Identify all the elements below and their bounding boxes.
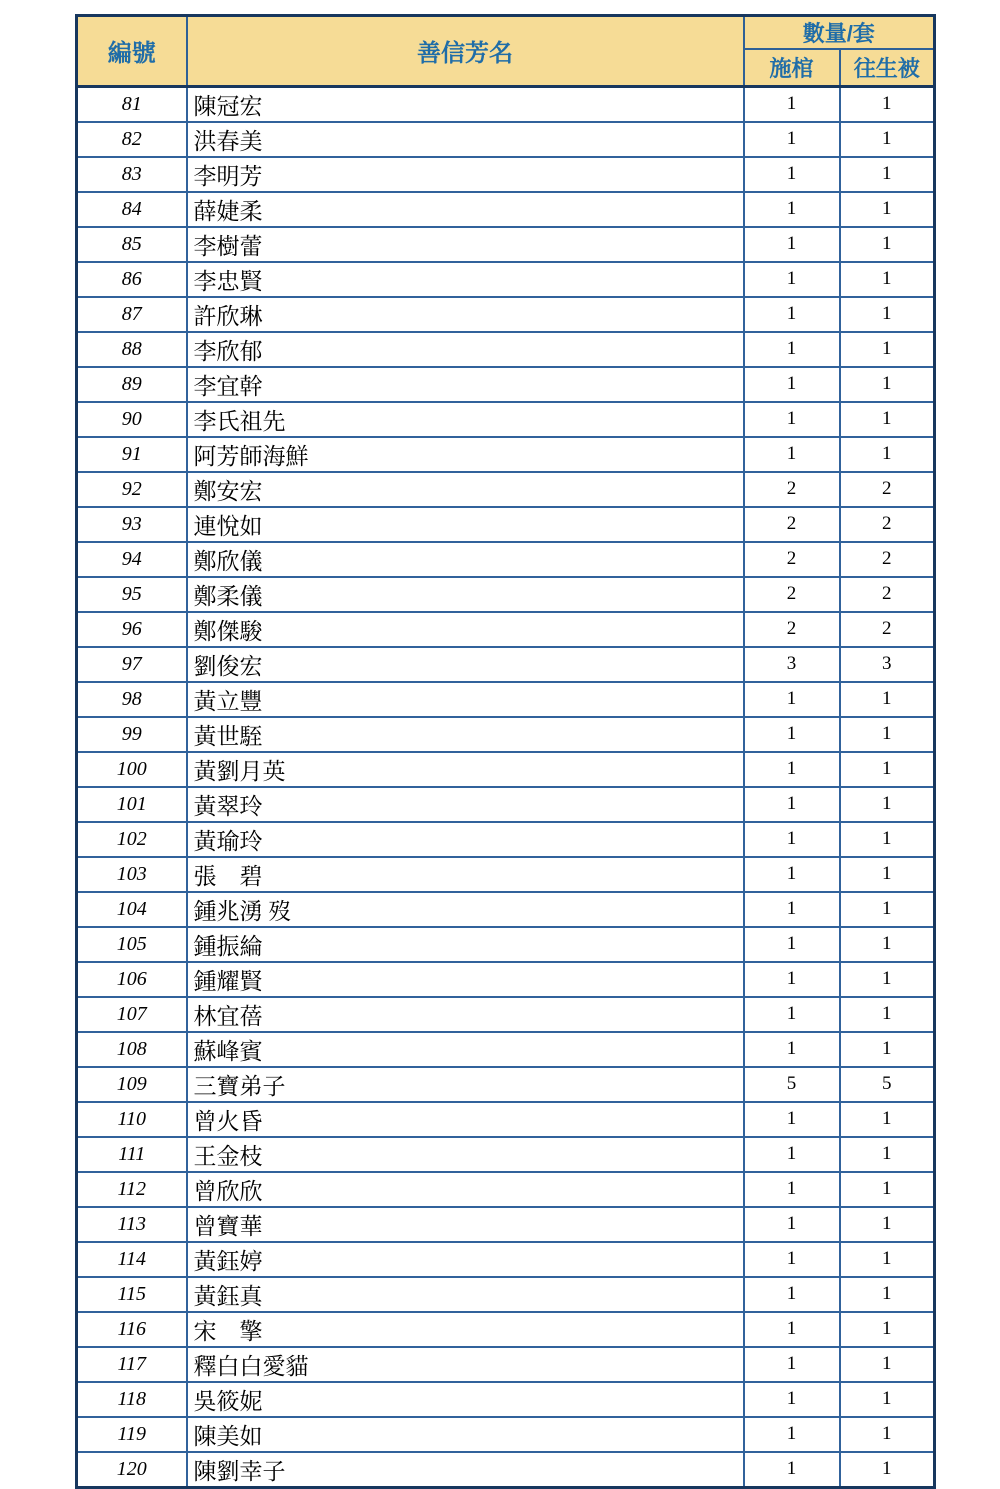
table-row — [77, 437, 935, 472]
coffin-qty-cell: 1 — [744, 1312, 840, 1347]
row-number-cell: 98 — [77, 682, 187, 717]
row-number-cell: 101 — [77, 787, 187, 822]
shroud-qty-cell: 1 — [840, 962, 935, 997]
coffin-qty-cell: 1 — [744, 1137, 840, 1172]
donor-name-cell: 李忠賢 — [187, 262, 744, 297]
row-number-cell: 110 — [77, 1102, 187, 1137]
row-number-cell: 113 — [77, 1207, 187, 1242]
table-row — [77, 1452, 935, 1488]
donor-name-cell: 劉俊宏 — [187, 647, 744, 682]
donor-list-table — [75, 14, 936, 1489]
coffin-qty-cell: 1 — [744, 857, 840, 892]
table-row — [77, 1102, 935, 1137]
row-number-cell: 83 — [77, 157, 187, 192]
donor-name-cell: 薛婕柔 — [187, 192, 744, 227]
table-row — [77, 1207, 935, 1242]
donor-name-cell: 曾欣欣 — [187, 1172, 744, 1207]
shroud-qty-cell: 1 — [840, 927, 935, 962]
donor-name-cell: 鍾兆湧 歿 — [187, 892, 744, 927]
donor-name-cell: 許欣琳 — [187, 297, 744, 332]
row-number-cell: 82 — [77, 122, 187, 157]
coffin-qty-cell: 2 — [744, 472, 840, 507]
donor-name-cell: 鄭傑駿 — [187, 612, 744, 647]
shroud-qty-cell: 5 — [840, 1067, 935, 1102]
donor-name-cell: 陳冠宏 — [187, 86, 744, 122]
shroud-qty-cell: 1 — [840, 227, 935, 262]
table-row — [77, 472, 935, 507]
header-number: 編號 — [77, 16, 187, 87]
coffin-qty-cell: 1 — [744, 1452, 840, 1488]
row-number-cell: 118 — [77, 1382, 187, 1417]
shroud-qty-cell: 1 — [840, 1452, 935, 1488]
shroud-qty-cell: 1 — [840, 122, 935, 157]
donor-name-cell: 李宜幹 — [187, 367, 744, 402]
coffin-qty-cell: 1 — [744, 1172, 840, 1207]
row-number-cell: 91 — [77, 437, 187, 472]
coffin-qty-cell: 1 — [744, 717, 840, 752]
row-number-cell: 81 — [77, 86, 187, 122]
shroud-qty-cell: 1 — [840, 1312, 935, 1347]
donor-name-cell: 黃鈺婷 — [187, 1242, 744, 1277]
coffin-qty-cell: 1 — [744, 927, 840, 962]
row-number-cell: 88 — [77, 332, 187, 367]
coffin-qty-cell: 1 — [744, 1242, 840, 1277]
row-number-cell: 95 — [77, 577, 187, 612]
row-number-cell: 109 — [77, 1067, 187, 1102]
shroud-qty-cell: 1 — [840, 717, 935, 752]
coffin-qty-cell: 1 — [744, 997, 840, 1032]
table-row — [77, 192, 935, 227]
coffin-qty-cell: 1 — [744, 1382, 840, 1417]
table-header — [77, 16, 935, 87]
table-row — [77, 227, 935, 262]
donor-name-cell: 陳美如 — [187, 1417, 744, 1452]
shroud-qty-cell: 1 — [840, 332, 935, 367]
table-row — [77, 122, 935, 157]
coffin-qty-cell: 1 — [744, 192, 840, 227]
table-row — [77, 612, 935, 647]
donor-name-cell: 王金枝 — [187, 1137, 744, 1172]
donor-name-cell: 宋 擎 — [187, 1312, 744, 1347]
table-row — [77, 787, 935, 822]
coffin-qty-cell: 1 — [744, 227, 840, 262]
table-row — [77, 402, 935, 437]
row-number-cell: 86 — [77, 262, 187, 297]
shroud-qty-cell: 1 — [840, 192, 935, 227]
coffin-qty-cell: 1 — [744, 157, 840, 192]
coffin-qty-cell: 1 — [744, 1032, 840, 1067]
coffin-qty-cell: 1 — [744, 1102, 840, 1137]
table-row — [77, 332, 935, 367]
row-number-cell: 107 — [77, 997, 187, 1032]
shroud-qty-cell: 2 — [840, 542, 935, 577]
table-row — [77, 367, 935, 402]
table-row — [77, 682, 935, 717]
header-donor-name: 善信芳名 — [187, 16, 744, 87]
row-number-cell: 103 — [77, 857, 187, 892]
shroud-qty-cell: 1 — [840, 262, 935, 297]
table-row — [77, 1417, 935, 1452]
donor-name-cell: 李樹蕾 — [187, 227, 744, 262]
table-row — [77, 1347, 935, 1382]
shroud-qty-cell: 1 — [840, 1032, 935, 1067]
table-row — [77, 1277, 935, 1312]
coffin-qty-cell: 1 — [744, 1277, 840, 1312]
table-row — [77, 1067, 935, 1102]
row-number-cell: 90 — [77, 402, 187, 437]
table-row — [77, 86, 935, 122]
coffin-qty-cell: 1 — [744, 682, 840, 717]
row-number-cell: 89 — [77, 367, 187, 402]
donor-name-cell: 張 碧 — [187, 857, 744, 892]
row-number-cell: 104 — [77, 892, 187, 927]
row-number-cell: 100 — [77, 752, 187, 787]
shroud-qty-cell: 1 — [840, 787, 935, 822]
table-row — [77, 577, 935, 612]
row-number-cell: 119 — [77, 1417, 187, 1452]
shroud-qty-cell: 1 — [840, 752, 935, 787]
donor-name-cell: 李氏祖先 — [187, 402, 744, 437]
shroud-qty-cell: 1 — [840, 1277, 935, 1312]
shroud-qty-cell: 1 — [840, 86, 935, 122]
coffin-qty-cell: 1 — [744, 122, 840, 157]
coffin-qty-cell: 3 — [744, 647, 840, 682]
coffin-qty-cell: 2 — [744, 507, 840, 542]
shroud-qty-cell: 2 — [840, 507, 935, 542]
row-number-cell: 105 — [77, 927, 187, 962]
coffin-qty-cell: 2 — [744, 542, 840, 577]
coffin-qty-cell: 5 — [744, 1067, 840, 1102]
shroud-qty-cell: 3 — [840, 647, 935, 682]
header-quantity-group: 數量/套 — [744, 16, 935, 50]
donor-name-cell: 黃鈺真 — [187, 1277, 744, 1312]
shroud-qty-cell: 1 — [840, 892, 935, 927]
row-number-cell: 111 — [77, 1137, 187, 1172]
donor-name-cell: 黃瑜玲 — [187, 822, 744, 857]
row-number-cell: 115 — [77, 1277, 187, 1312]
coffin-qty-cell: 1 — [744, 297, 840, 332]
shroud-qty-cell: 1 — [840, 157, 935, 192]
coffin-qty-cell: 1 — [744, 86, 840, 122]
coffin-qty-cell: 1 — [744, 787, 840, 822]
row-number-cell: 108 — [77, 1032, 187, 1067]
donor-name-cell: 鍾振綸 — [187, 927, 744, 962]
row-number-cell: 117 — [77, 1347, 187, 1382]
shroud-qty-cell: 1 — [840, 1417, 935, 1452]
header-coffin: 施棺 — [744, 49, 840, 86]
shroud-qty-cell: 1 — [840, 297, 935, 332]
shroud-qty-cell: 1 — [840, 1137, 935, 1172]
coffin-qty-cell: 1 — [744, 822, 840, 857]
donor-name-cell: 鄭欣儀 — [187, 542, 744, 577]
donor-name-cell: 黃世駤 — [187, 717, 744, 752]
donor-name-cell: 林宜蓓 — [187, 997, 744, 1032]
donor-name-cell: 連悅如 — [187, 507, 744, 542]
row-number-cell: 120 — [77, 1452, 187, 1488]
table-row — [77, 927, 935, 962]
row-number-cell: 94 — [77, 542, 187, 577]
shroud-qty-cell: 1 — [840, 822, 935, 857]
coffin-qty-cell: 1 — [744, 892, 840, 927]
shroud-qty-cell: 1 — [840, 1172, 935, 1207]
table-row — [77, 857, 935, 892]
row-number-cell: 114 — [77, 1242, 187, 1277]
table-row — [77, 997, 935, 1032]
shroud-qty-cell: 2 — [840, 612, 935, 647]
donor-name-cell: 黃立豐 — [187, 682, 744, 717]
donor-name-cell: 鄭安宏 — [187, 472, 744, 507]
table-row — [77, 542, 935, 577]
donor-name-cell: 釋白白愛貓 — [187, 1347, 744, 1382]
coffin-qty-cell: 1 — [744, 262, 840, 297]
shroud-qty-cell: 1 — [840, 1207, 935, 1242]
shroud-qty-cell: 2 — [840, 472, 935, 507]
table-row — [77, 962, 935, 997]
coffin-qty-cell: 1 — [744, 962, 840, 997]
shroud-qty-cell: 1 — [840, 997, 935, 1032]
shroud-qty-cell: 2 — [840, 577, 935, 612]
row-number-cell: 85 — [77, 227, 187, 262]
donor-name-cell: 黃翠玲 — [187, 787, 744, 822]
row-number-cell: 92 — [77, 472, 187, 507]
coffin-qty-cell: 1 — [744, 402, 840, 437]
donor-name-cell: 李明芳 — [187, 157, 744, 192]
table-row — [77, 1382, 935, 1417]
donor-name-cell: 曾火昏 — [187, 1102, 744, 1137]
donor-name-cell: 鄭柔儀 — [187, 577, 744, 612]
coffin-qty-cell: 1 — [744, 1417, 840, 1452]
shroud-qty-cell: 1 — [840, 1102, 935, 1137]
donor-name-cell: 阿芳師海鮮 — [187, 437, 744, 472]
shroud-qty-cell: 1 — [840, 1382, 935, 1417]
table-row — [77, 297, 935, 332]
table-row — [77, 1312, 935, 1347]
donor-name-cell: 李欣郁 — [187, 332, 744, 367]
table-row — [77, 1032, 935, 1067]
donor-name-cell: 黃劉月英 — [187, 752, 744, 787]
row-number-cell: 102 — [77, 822, 187, 857]
coffin-qty-cell: 1 — [744, 752, 840, 787]
row-number-cell: 87 — [77, 297, 187, 332]
row-number-cell: 112 — [77, 1172, 187, 1207]
table-row — [77, 1137, 935, 1172]
header-shroud: 往生被 — [840, 49, 935, 86]
table-row — [77, 822, 935, 857]
coffin-qty-cell: 1 — [744, 367, 840, 402]
table-body — [77, 86, 935, 1487]
donor-name-cell: 洪春美 — [187, 122, 744, 157]
donor-name-cell: 吳筱妮 — [187, 1382, 744, 1417]
table-row — [77, 157, 935, 192]
coffin-qty-cell: 1 — [744, 1207, 840, 1242]
coffin-qty-cell: 1 — [744, 332, 840, 367]
shroud-qty-cell: 1 — [840, 1242, 935, 1277]
coffin-qty-cell: 1 — [744, 437, 840, 472]
shroud-qty-cell: 1 — [840, 857, 935, 892]
table-row — [77, 717, 935, 752]
table-row — [77, 892, 935, 927]
donor-name-cell: 曾寶華 — [187, 1207, 744, 1242]
row-number-cell: 99 — [77, 717, 187, 752]
table-row — [77, 647, 935, 682]
table-row — [77, 262, 935, 297]
shroud-qty-cell: 1 — [840, 437, 935, 472]
row-number-cell: 84 — [77, 192, 187, 227]
shroud-qty-cell: 1 — [840, 402, 935, 437]
shroud-qty-cell: 1 — [840, 1347, 935, 1382]
row-number-cell: 116 — [77, 1312, 187, 1347]
row-number-cell: 93 — [77, 507, 187, 542]
table-row — [77, 1242, 935, 1277]
coffin-qty-cell: 2 — [744, 612, 840, 647]
donor-name-cell: 蘇峰賓 — [187, 1032, 744, 1067]
donor-name-cell: 陳劉幸子 — [187, 1452, 744, 1488]
table-row — [77, 1172, 935, 1207]
row-number-cell: 96 — [77, 612, 187, 647]
donor-name-cell: 鍾耀賢 — [187, 962, 744, 997]
shroud-qty-cell: 1 — [840, 682, 935, 717]
shroud-qty-cell: 1 — [840, 367, 935, 402]
coffin-qty-cell: 1 — [744, 1347, 840, 1382]
table-row — [77, 507, 935, 542]
table-row — [77, 752, 935, 787]
coffin-qty-cell: 2 — [744, 577, 840, 612]
row-number-cell: 97 — [77, 647, 187, 682]
row-number-cell: 106 — [77, 962, 187, 997]
donor-name-cell: 三寶弟子 — [187, 1067, 744, 1102]
